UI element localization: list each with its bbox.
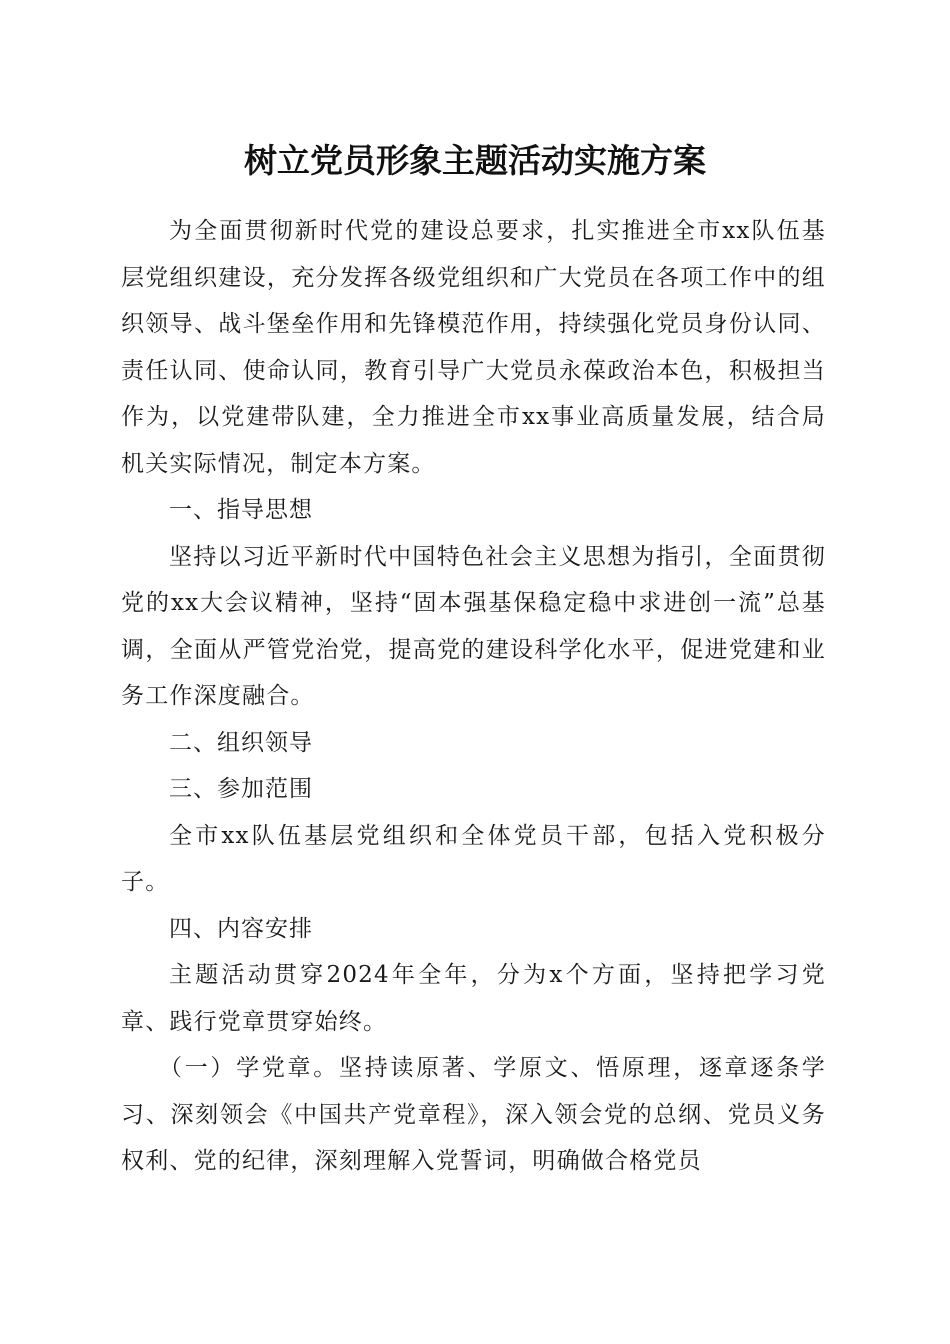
section-heading-guiding-thought: 一、指导思想 xyxy=(169,497,313,523)
section-body-content: 主题活动贯穿2024年全年，分为x个方面，坚持把学习党章、践行党章贯穿始终。 xyxy=(121,962,826,1035)
document-body xyxy=(121,208,826,1185)
section-body-scope: 全市xx队伍基层党组织和全体党员干部，包括入党积极分子。 xyxy=(121,822,826,895)
intro-paragraph: 为全面贯彻新时代党的建设总要求，扎实推进全市xx队伍基层党组织建设，充分发挥各级党组织和广大党员在各项工作中的组织领导、战斗堡垒作用和先锋模范作用，持续强化党员身份认同、责任认同、使命认同，教育引导广大党员永葆政治本色，积极担当作为，以党建带队建，全力推进全市xx事业高质量发展，结合局机关实际情况，制定本方案。 xyxy=(121,218,826,477)
subsection-study-constitution: （一）学党章。坚持读原著、学原文、悟原理，逐章逐条学习、深刻领会《中国共产党章程》，深入领会党的总纲、党员义务权利、党的纪律，深刻理解入党誓词，明确做合格党员 xyxy=(121,1055,826,1174)
section-body-guiding-thought: 坚持以习近平新时代中国特色社会主义思想为指引，全面贯彻党的xx大会议精神，坚持“固本强基保稳定稳中求进创一流”总基调，全面从严管党治党，提高党的建设科学化水平，促进党建和业务工作深度融合。 xyxy=(121,543,826,709)
document-title: 树立党员形象主题活动实施方案 xyxy=(244,141,706,180)
section-heading-organization: 二、组织领导 xyxy=(169,729,313,756)
section-heading-scope: 三、参加范围 xyxy=(169,776,313,802)
section-heading-content: 四、内容安排 xyxy=(169,915,313,942)
